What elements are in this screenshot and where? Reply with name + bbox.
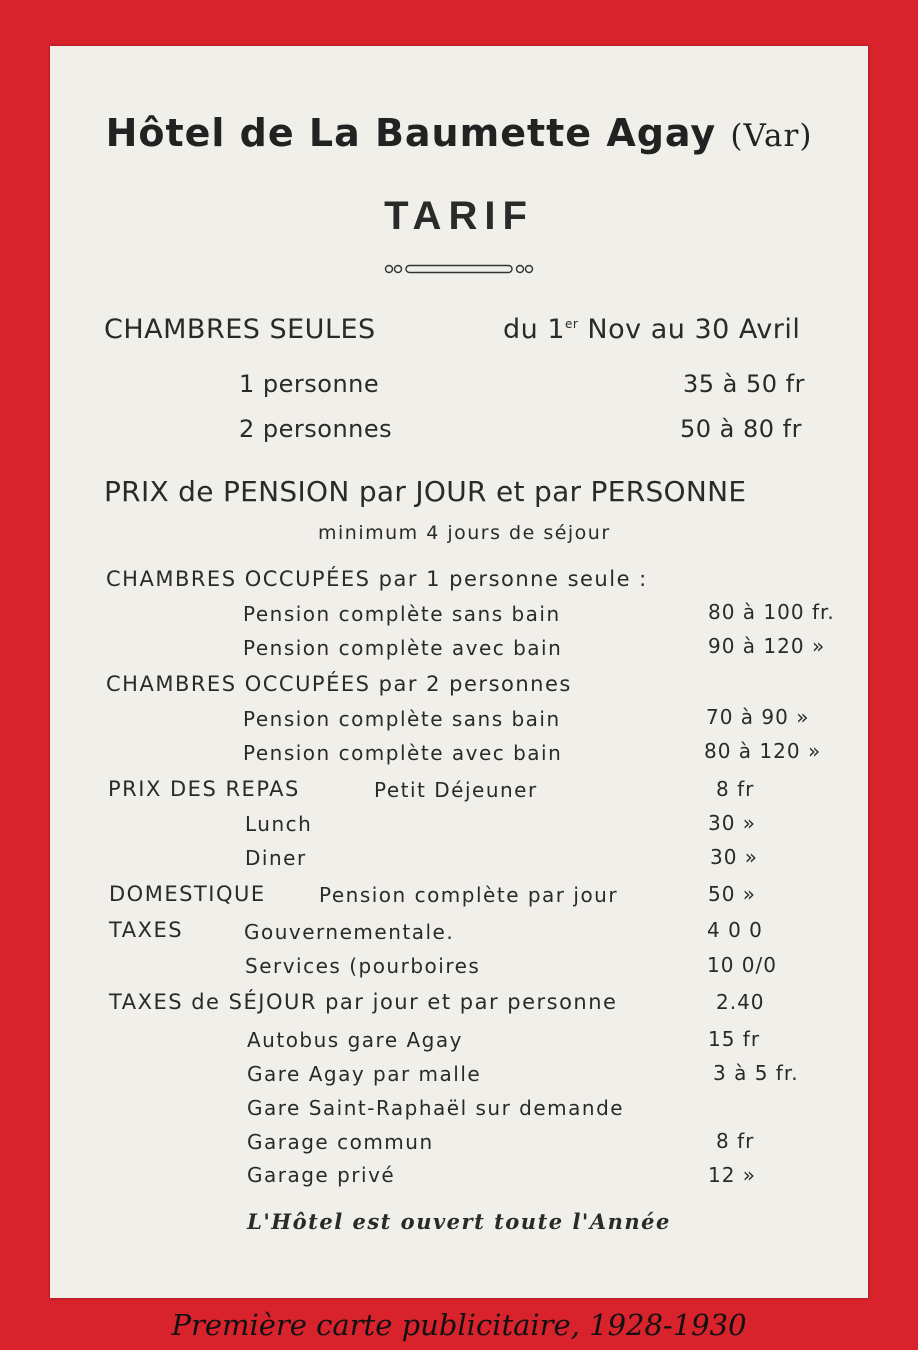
chambre-row-price: 50 à 80 fr [680,415,802,443]
domestique-title: DOMESTIQUE [109,882,266,906]
sejour-price: 2.40 [716,990,765,1014]
hotel-title [50,111,868,155]
sejour-row-label: Autobus gare Agay [247,1028,463,1052]
taxes-row-label: Gouvernementale. [244,920,455,944]
sejour-row-label: Gare Agay par malle [247,1062,482,1086]
taxes-row-price: 10 0/0 [707,953,777,977]
sejour-title: TAXES de SÉJOUR par jour et par personne [109,990,618,1014]
chambre-row-label: 2 personnes [239,415,393,443]
sejour-row-price: 12 » [708,1163,757,1187]
occ1-row-price: 90 à 120 » [708,634,826,658]
sejour-row-price: 15 fr [708,1027,761,1051]
tariff-card [50,46,868,1298]
occ1-row-label: Pension complète sans bain [243,602,561,626]
sejour-row-price: 8 fr [716,1129,755,1153]
domestique-label: Pension complète par jour [319,883,619,907]
taxes-row-price: 4 0 0 [707,918,763,942]
repas-row-label: Diner [245,846,307,870]
occ2-row-price: 80 à 120 » [704,739,822,763]
ornament-divider-icon [384,262,534,276]
taxes-title: TAXES [109,918,184,942]
sejour-row-label: Gare Saint-Raphaël sur demande [247,1096,625,1120]
chambre-row-label: 1 personne [239,370,380,398]
occ2-title: CHAMBRES OCCUPÉES par 2 personnes [106,672,572,696]
photo-caption: Première carte publicitaire, 1928-1930 [171,1308,747,1342]
repas-title: PRIX DES REPAS [108,777,300,801]
occ2-row-price: 70 à 90 » [706,705,810,729]
hotel-name: Hôtel de La Baumette Agay [105,111,717,155]
repas-row-price: 30 » [708,811,757,835]
occ1-row-price: 80 à 100 fr. [708,600,835,624]
domestique-price: 50 » [708,882,757,906]
repas-row-price: 30 » [710,845,759,869]
chambre-row-price: 35 à 50 fr [683,370,805,398]
taxes-row-label: Services (pourboires [245,954,481,978]
repas-row-label: Petit Déjeuner [374,778,538,802]
sejour-row-label: Garage privé [247,1163,396,1187]
hotel-region: (Var) [730,118,813,154]
occ1-title: CHAMBRES OCCUPÉES par 1 personne seule : [106,567,648,591]
chambres-seules-title: CHAMBRES SEULES [104,314,376,345]
repas-row-price: 8 fr [716,777,755,801]
footer-note: L'Hôtel est ouvert toute l'Année [247,1209,671,1234]
sejour-row-label: Garage commun [247,1130,434,1154]
sejour-row-price: 3 à 5 fr. [713,1061,799,1085]
chambres-seules-period: du 1er Nov au 30 Avril [503,314,801,345]
tarif-heading: TARIF [384,194,534,238]
repas-row-label: Lunch [245,812,313,836]
occ2-row-label: Pension complète sans bain [243,707,561,731]
pension-note: minimum 4 jours de séjour [318,522,611,544]
pension-title: PRIX de PENSION par JOUR et par PERSONNE [104,475,747,508]
occ2-row-label: Pension complète avec bain [243,741,563,765]
occ1-row-label: Pension complète avec bain [243,636,563,660]
